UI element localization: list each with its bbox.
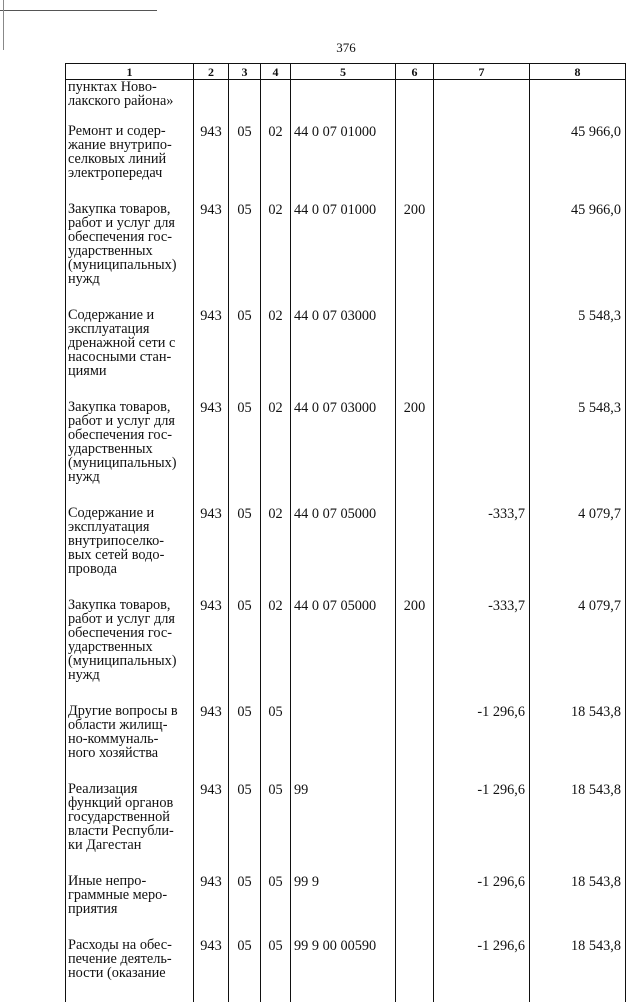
change-amount-cell [434,506,530,598]
target-article-text: 99 9 [294,874,319,890]
ministry-code-cell [194,704,229,782]
table-body [66,80,626,1002]
total-amount-cell [530,506,626,598]
section-code-text: 05 [237,124,251,140]
expense-type-cell [396,782,434,874]
section-code-text: 05 [237,704,251,720]
ministry-code-text: 943 [200,400,221,416]
change-amount-text: -333,7 [488,506,525,522]
ministry-code-text: 943 [200,506,221,522]
section-code-cell [229,400,261,506]
subsection-code-text: 02 [268,400,282,416]
table-row [66,598,626,704]
expense-type-cell [396,124,434,202]
target-article-cell [291,598,396,704]
row-name-cell [66,124,194,202]
column-header-5: 5 [291,64,396,80]
column-header-8: 8 [530,64,626,80]
row-name-cell [66,598,194,704]
ministry-code-cell [194,938,229,1002]
expense-type-cell [396,400,434,506]
table-row [66,124,626,202]
ministry-code-cell [194,124,229,202]
expense-type-cell [396,202,434,308]
total-amount-text: 45 966,0 [571,202,621,218]
total-amount-cell [530,80,626,125]
target-article-text: 44 0 07 05000 [294,506,376,522]
section-code-text: 05 [237,938,251,954]
table-row [66,782,626,874]
subsection-code-text: 02 [268,506,282,522]
subsection-code-cell [261,704,291,782]
target-article-text: 44 0 07 01000 [294,202,376,218]
column-header-1: 1 [66,64,194,80]
row-name-cell [66,80,194,125]
change-amount-text: -1 296,6 [477,704,525,720]
subsection-code-cell [261,506,291,598]
expense-type-cell [396,80,434,125]
section-code-text: 05 [237,202,251,218]
section-code-cell [229,202,261,308]
ministry-code-cell [194,308,229,400]
section-code-cell [229,80,261,125]
table-row [66,938,626,1002]
total-amount-cell [530,598,626,704]
target-article-text: 99 9 00 00590 [294,938,376,954]
target-article-cell [291,400,396,506]
table-row [66,80,626,125]
table-row [66,308,626,400]
expense-type-cell [396,308,434,400]
target-article-cell [291,874,396,938]
change-amount-cell [434,938,530,1002]
subsection-code-text: 05 [268,704,282,720]
change-amount-cell [434,704,530,782]
ministry-code-text: 943 [200,782,221,798]
ministry-code-text: 943 [200,938,221,954]
total-amount-cell [530,400,626,506]
ministry-code-cell [194,506,229,598]
row-name-text: Реализация функций органов государственной власти Республи- ки Дагестан [68,782,193,852]
row-name-text: Содержание и эксплуатация внутрипоселко- вых сетей водо- провода [68,506,193,576]
target-article-cell [291,506,396,598]
row-name-text: пунктах Ново- лакского района» [68,80,193,108]
expense-type-cell [396,506,434,598]
section-code-cell [229,598,261,704]
target-article-cell [291,308,396,400]
section-code-cell [229,938,261,1002]
target-article-text: 44 0 07 05000 [294,598,376,614]
target-article-cell [291,202,396,308]
total-amount-text: 5 548,3 [578,308,621,324]
header-row [66,64,626,80]
expense-type-cell [396,938,434,1002]
row-name-text: Иные непро- граммные меро- приятия [68,874,193,916]
subsection-code-text: 05 [268,938,282,954]
section-code-cell [229,782,261,874]
change-amount-cell [434,598,530,704]
change-amount-cell [434,80,530,125]
target-article-text: 44 0 07 01000 [294,124,376,140]
change-amount-cell [434,782,530,874]
total-amount-cell [530,874,626,938]
target-article-cell [291,782,396,874]
change-amount-cell [434,124,530,202]
target-article-text: 99 [294,782,308,798]
section-code-cell [229,506,261,598]
ministry-code-text: 943 [200,874,221,890]
expense-type-cell [396,704,434,782]
target-article-cell [291,704,396,782]
ministry-code-cell [194,782,229,874]
ministry-code-cell [194,400,229,506]
subsection-code-text: 05 [268,874,282,890]
change-amount-text: -1 296,6 [477,782,525,798]
ministry-code-text: 943 [200,124,221,140]
expense-type-text: 200 [404,598,425,614]
total-amount-text: 18 543,8 [571,938,621,954]
subsection-code-cell [261,598,291,704]
row-name-cell [66,202,194,308]
change-amount-cell [434,874,530,938]
column-header-6: 6 [396,64,434,80]
row-name-text: Ремонт и содер- жание внутрипо- селковых линий электропередач [68,124,193,180]
section-code-cell [229,874,261,938]
column-header-7: 7 [434,64,530,80]
row-name-cell [66,308,194,400]
total-amount-text: 5 548,3 [578,400,621,416]
change-amount-text: -1 296,6 [477,874,525,890]
column-header-4: 4 [261,64,291,80]
budget-table-container [65,63,626,1002]
change-amount-text: -333,7 [488,598,525,614]
section-code-text: 05 [237,308,251,324]
subsection-code-text: 02 [268,598,282,614]
section-code-cell [229,124,261,202]
section-code-cell [229,308,261,400]
table-row [66,202,626,308]
page-number: 376 [0,40,640,56]
ministry-code-text: 943 [200,308,221,324]
target-article-cell [291,938,396,1002]
ministry-code-text: 943 [200,704,221,720]
change-amount-cell [434,400,530,506]
ministry-code-text: 943 [200,202,221,218]
change-amount-text: -1 296,6 [477,938,525,954]
total-amount-cell [530,704,626,782]
section-code-text: 05 [237,598,251,614]
target-article-text: 44 0 07 03000 [294,400,376,416]
subsection-code-text: 02 [268,308,282,324]
subsection-code-cell [261,400,291,506]
total-amount-cell [530,124,626,202]
row-name-text: Закупка товаров, работ и услуг для обеспечения гос- ударственных (муниципальных) нужд [68,400,193,484]
row-name-text: Расходы на обес- печение деятель- ности (оказание [68,938,193,980]
subsection-code-text: 05 [268,782,282,798]
table-header [66,64,626,80]
change-amount-cell [434,202,530,308]
subsection-code-cell [261,938,291,1002]
ministry-code-text: 943 [200,598,221,614]
table-row [66,506,626,598]
target-article-cell [291,124,396,202]
subsection-code-cell [261,308,291,400]
table-row [66,704,626,782]
subsection-code-text: 02 [268,202,282,218]
total-amount-text: 18 543,8 [571,782,621,798]
total-amount-text: 45 966,0 [571,124,621,140]
subsection-code-cell [261,124,291,202]
section-code-cell [229,704,261,782]
total-amount-text: 18 543,8 [571,874,621,890]
subsection-code-cell [261,202,291,308]
row-name-cell [66,704,194,782]
expense-type-cell [396,874,434,938]
total-amount-cell [530,938,626,1002]
column-header-3: 3 [229,64,261,80]
ministry-code-cell [194,874,229,938]
budget-table [65,63,626,1002]
row-name-text: Закупка товаров, работ и услуг для обеспечения гос- ударственных (муниципальных) нужд [68,598,193,682]
expense-type-cell [396,598,434,704]
ministry-code-cell [194,80,229,125]
total-amount-text: 4 079,7 [578,506,621,522]
ministry-code-cell [194,598,229,704]
row-name-cell [66,874,194,938]
row-name-text: Закупка товаров, работ и услуг для обеспечения гос- ударственных (муниципальных) нужд [68,202,193,286]
target-article-cell [291,80,396,125]
section-code-text: 05 [237,782,251,798]
subsection-code-text: 02 [268,124,282,140]
row-name-text: Другие вопросы в области жилищ- но-коммуналь- ного хозяйства [68,704,193,760]
total-amount-text: 18 543,8 [571,704,621,720]
section-code-text: 05 [237,506,251,522]
row-name-cell [66,782,194,874]
table-row [66,874,626,938]
row-name-text: Содержание и эксплуатация дренажной сети с насосными стан- циями [68,308,193,378]
total-amount-cell [530,308,626,400]
subsection-code-cell [261,874,291,938]
row-name-cell [66,938,194,1002]
target-article-text: 44 0 07 03000 [294,308,376,324]
expense-type-text: 200 [404,202,425,218]
subsection-code-cell [261,782,291,874]
total-amount-cell [530,782,626,874]
section-code-text: 05 [237,400,251,416]
column-header-2: 2 [194,64,229,80]
top-rule [0,10,157,11]
row-name-cell [66,506,194,598]
section-code-text: 05 [237,874,251,890]
ministry-code-cell [194,202,229,308]
total-amount-cell [530,202,626,308]
total-amount-text: 4 079,7 [578,598,621,614]
subsection-code-cell [261,80,291,125]
change-amount-cell [434,308,530,400]
expense-type-text: 200 [404,400,425,416]
table-row [66,400,626,506]
row-name-cell [66,400,194,506]
